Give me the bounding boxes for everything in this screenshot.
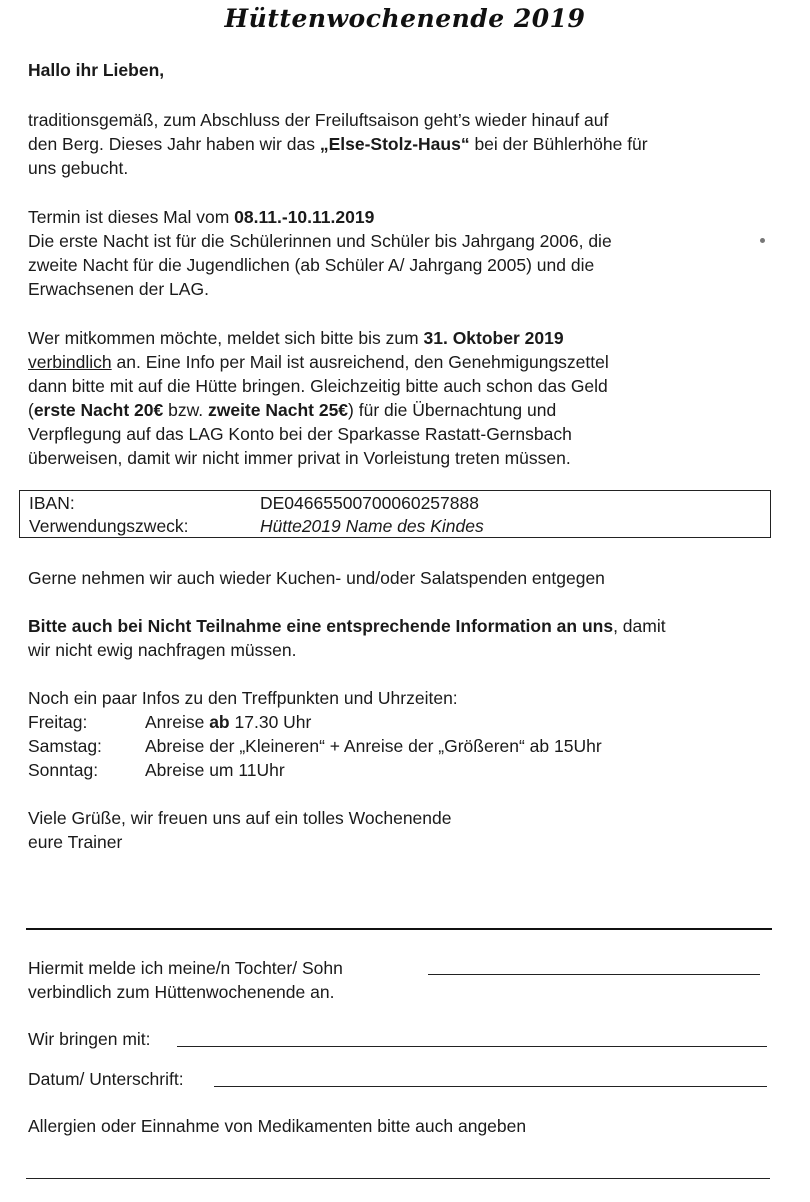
text-span: 17.30 Uhr [229,712,312,732]
intro-line-2 [28,132,648,156]
schedule-day: Sonntag: [28,760,99,780]
allergies-field[interactable] [26,1178,770,1179]
schedule-day: Freitag: [28,712,88,732]
donations-line: Gerne nehmen wir auch wieder Kuchen- und/oder Salatspenden entgegen [28,568,605,588]
purpose-value: Hütte2019 Name des Kindes [260,516,484,536]
schedule-text [145,710,311,734]
nights-line-1: Die erste Nacht ist für die Schülerinnen und Schüler bis Jahrgang 2006, die [28,231,612,251]
venue-name: „Else-Stolz-Haus“ [319,134,470,154]
text-span: ab [209,712,230,732]
schedule-day: Samstag: [28,736,102,756]
bank-details-box [19,490,771,538]
notice-line-2: wir nicht ewig nachfragen müssen. [28,640,297,660]
schedule-friday [28,710,312,734]
schedule-sunday [28,758,285,782]
intro-line-3: uns gebucht. [28,158,129,178]
closing-line-1: Viele Grüße, wir freuen uns auf ein tolles Wochenende [28,808,452,828]
greeting: Hallo ihr Lieben, [28,60,165,80]
price-first-night: erste Nacht 20€ [33,400,164,420]
text-span: Wer mitkommen möchte, meldet sich bitte bis zum [28,328,424,348]
nights-line-2: zweite Nacht für die Jugendlichen (ab Schüler A/ Jahrgang 2005) und die [28,255,595,275]
text-span: Anreise [145,712,210,732]
notice-line-1 [28,614,666,638]
signup-line-3: dann bitte mit auf die Hütte bringen. Gleichzeitig bitte auch schon das Geld [28,376,608,396]
bring-field[interactable] [177,1046,767,1047]
text-span: , damit [613,616,666,636]
binding-word: verbindlich [28,352,112,372]
signup-line-1 [28,326,564,350]
text-span: Termin ist dieses Mal vom [28,207,235,227]
text-span: den Berg. Dieses Jahr haben wir das [28,134,320,154]
intro-line-1: traditionsgemäß, zum Abschluss der Freiluftsaison geht’s wieder hinauf auf [28,110,609,130]
schedule-intro: Noch ein paar Infos zu den Treffpunkten und Uhrzeiten: [28,688,458,708]
text-span: an. Eine Info per Mail ist ausreichend, den Genehmigungszettel [111,352,609,372]
child-name-field[interactable] [428,974,760,975]
deadline-date: 31. Oktober 2019 [423,328,564,348]
date-signature-field[interactable] [214,1086,767,1087]
form-line-1: Hiermit melde ich meine/n Tochter/ Sohn [28,958,343,978]
text-span: bei der Bühlerhöhe für [469,134,648,154]
date-line [28,205,374,229]
text-span: ( [28,400,34,420]
signup-line-4 [28,398,556,422]
signup-line-2 [28,350,609,374]
iban-value: DE04665500700060257888 [260,493,479,513]
signup-line-5: Verpflegung auf das LAG Konto bei der Sparkasse Rastatt-Gernsbach [28,424,572,444]
form-line-2: verbindlich zum Hüttenwochenende an. [28,982,335,1002]
signup-line-6: überweisen, damit wir nicht immer privat in Vorleistung treten müssen. [28,448,571,468]
cut-line [26,928,772,930]
nights-line-3: Erwachsenen der LAG. [28,279,209,299]
date-signature-label: Datum/ Unterschrift: [28,1069,184,1089]
schedule-text: Abreise um 11Uhr [145,760,285,780]
iban-label: IBAN: [29,493,75,513]
allergies-label: Allergien oder Einnahme von Medikamenten bitte auch angeben [28,1116,527,1136]
notice-bold: Bitte auch bei Nicht Teilnahme eine entsprechende Information an uns [28,616,614,636]
text-span: bzw. [163,400,208,420]
schedule-text: Abreise der „Kleineren“ + Anreise der „Größeren“ ab 15Uhr [145,736,602,756]
purpose-label: Verwendungszweck: [29,516,189,536]
text-span: ) für die Übernachtung und [348,400,557,420]
bring-label: Wir bringen mit: [28,1029,151,1049]
price-second-night: zweite Nacht 25€ [207,400,349,420]
closing-signature: eure Trainer [28,832,123,852]
schedule-saturday [28,734,602,758]
page-title: Hüttenwochenende 2019 [224,4,586,33]
event-dates: 08.11.-10.11.2019 [234,207,375,227]
scan-speck [760,238,765,243]
